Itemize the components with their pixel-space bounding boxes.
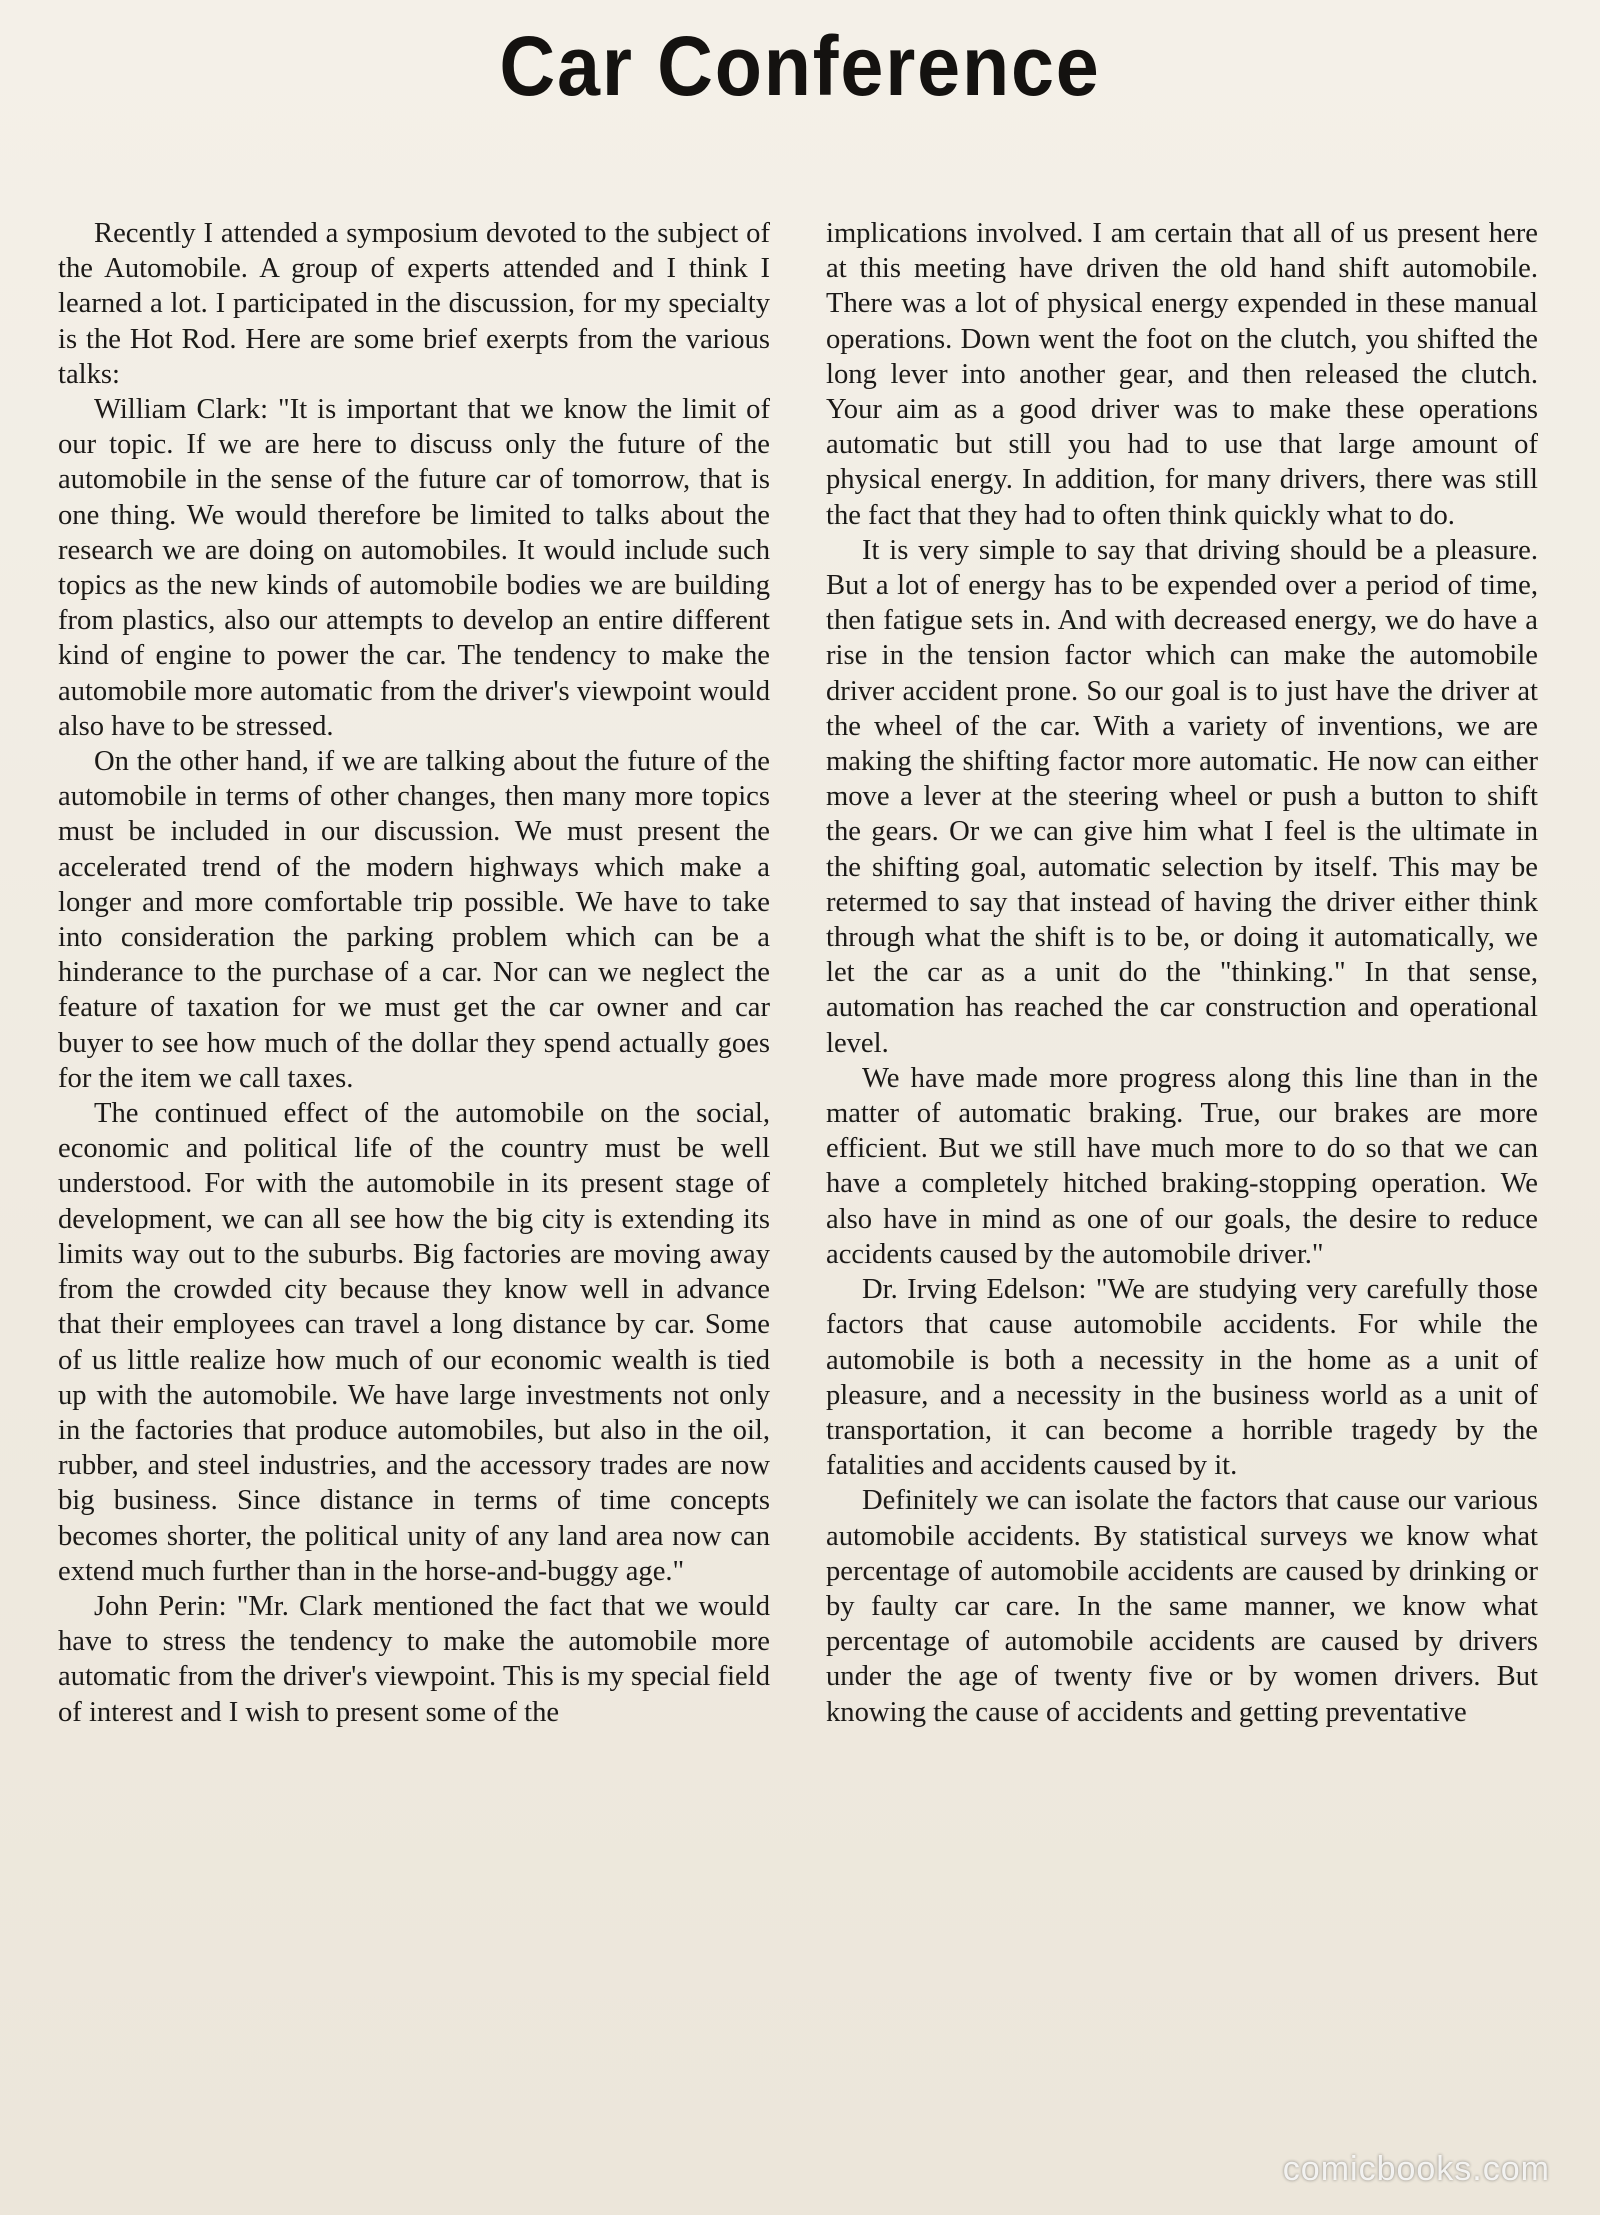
paragraph: Dr. Irving Edelson: "We are studying very carefully those factors that cause automobile accidents. For while the automobile is both a necessity in the home as a unit of pleasure, and a necessity in the business world as a unit of transportation, it can become a horrible tragedy by the fatalities and accidents caused by it. xyxy=(826,1274,1538,1482)
column-right xyxy=(826,216,1538,2156)
paragraph: Definitely we can isolate the factors that cause our various automobile accidents. By statistical surveys we know what percentage of automobile accidents are caused by drinking or by faulty car care. In the same manner, we know what percentage of automobile accidents are caused by drivers under the age of twenty five or by women drivers. But knowing the cause of accidents and getting preventative xyxy=(826,1485,1538,1728)
paragraph-continued: implications involved. I am certain that all of us present here at this meeting have driven the old hand shift automobile. There was a lot of physical energy expended in these manual operations. Down went the foot on the clutch, you shifted the long lever into another gear, and then released the clutch. Your aim as a good driver was to make these operations automatic but still you had to use that large amount of physical energy. In addition, for many drivers, there was still the fact that they had to often think quickly what to do. xyxy=(826,218,1538,531)
paragraph: William Clark: "It is important that we know the limit of our topic. If we are here to discuss only the future of the automobile in the sense of the future car of tomorrow, that is one thing. We would therefore be limited to talks about the research we are doing on automobiles. It would include such topics as the new kinds of automobile bodies we are building from plastics, also our attempts to develop an entire different kind of engine to power the car. The tendency to make the automobile more automatic from the driver's viewpoint would also have to be stressed. xyxy=(58,394,770,742)
paragraph: The continued effect of the automobile on the social, economic and political life of the country must be well understood. For with the automobile in its present stage of development, we can all see how the big city is extending its limits way out to the suburbs. Big factories are moving away from the crowded city because they know well in advance that their employees can travel a long distance by car. Some of us little realize how much of our economic wealth is tied up with the automobile. We have large investments not only in the factories that produce automobiles, but also in the oil, rubber, and steel industries, and the accessory trades are now big business. Since distance in terms of time concepts becomes shorter, the political unity of any land area now can extend much further than in the horse-and-buggy age." xyxy=(58,1098,770,1587)
site-watermark: comicbooks.com xyxy=(1282,2150,1550,2188)
column-left xyxy=(58,216,770,2156)
article-body xyxy=(58,216,1538,2156)
paragraph: It is very simple to say that driving should be a pleasure. But a lot of energy has to be expended over a period of time, then fatigue sets in. And with decreased energy, we do have a rise in the tension factor which can make the automobile driver accident prone. So our goal is to just have the driver at the wheel of the car. With a variety of inventions, we are making the shifting factor more automatic. He now can either move a lever at the steering wheel or push a button to shift the gears. Or we can give him what I feel is the ultimate in the shifting goal, automatic selection by itself. This may be retermed to say that instead of having the driver either think through what the shift is to be, or doing it automatically, we let the car as a unit do the "thinking." In that sense, automation has reached the car construction and operational level. xyxy=(826,534,1538,1059)
paragraph: Recently I attended a symposium devoted to the subject of the Automobile. A group of experts attended and I think I learned a lot. I participated in the discussion, for my specialty is the Hot Rod. Here are some brief exerpts from the various talks: xyxy=(58,218,770,390)
paragraph: On the other hand, if we are talking about the future of the automobile in terms of other changes, then many more topics must be included in our discussion. We must present the accelerated trend of the modern highways which make a longer and more comfortable trip possible. We have to take into consideration the parking problem which can be a hinderance to the purchase of a car. Nor can we neglect the feature of taxation for we must get the car owner and car buyer to see how much of the dollar they spend actually goes for the item we call taxes. xyxy=(58,746,770,1094)
paragraph: We have made more progress along this line than in the matter of automatic braking. True, our brakes are more efficient. But we still have much more to do so that we can have a completely hitched braking-stopping operation. We also have in mind as one of our goals, the desire to reduce accidents caused by the automobile driver." xyxy=(826,1062,1538,1270)
paragraph: John Perin: "Mr. Clark mentioned the fact that we would have to stress the tendency to make the automobile more automatic from the driver's viewpoint. This is my special field of interest and I wish to present some of the xyxy=(58,1590,770,1728)
article-title: Car Conference xyxy=(499,19,1101,113)
